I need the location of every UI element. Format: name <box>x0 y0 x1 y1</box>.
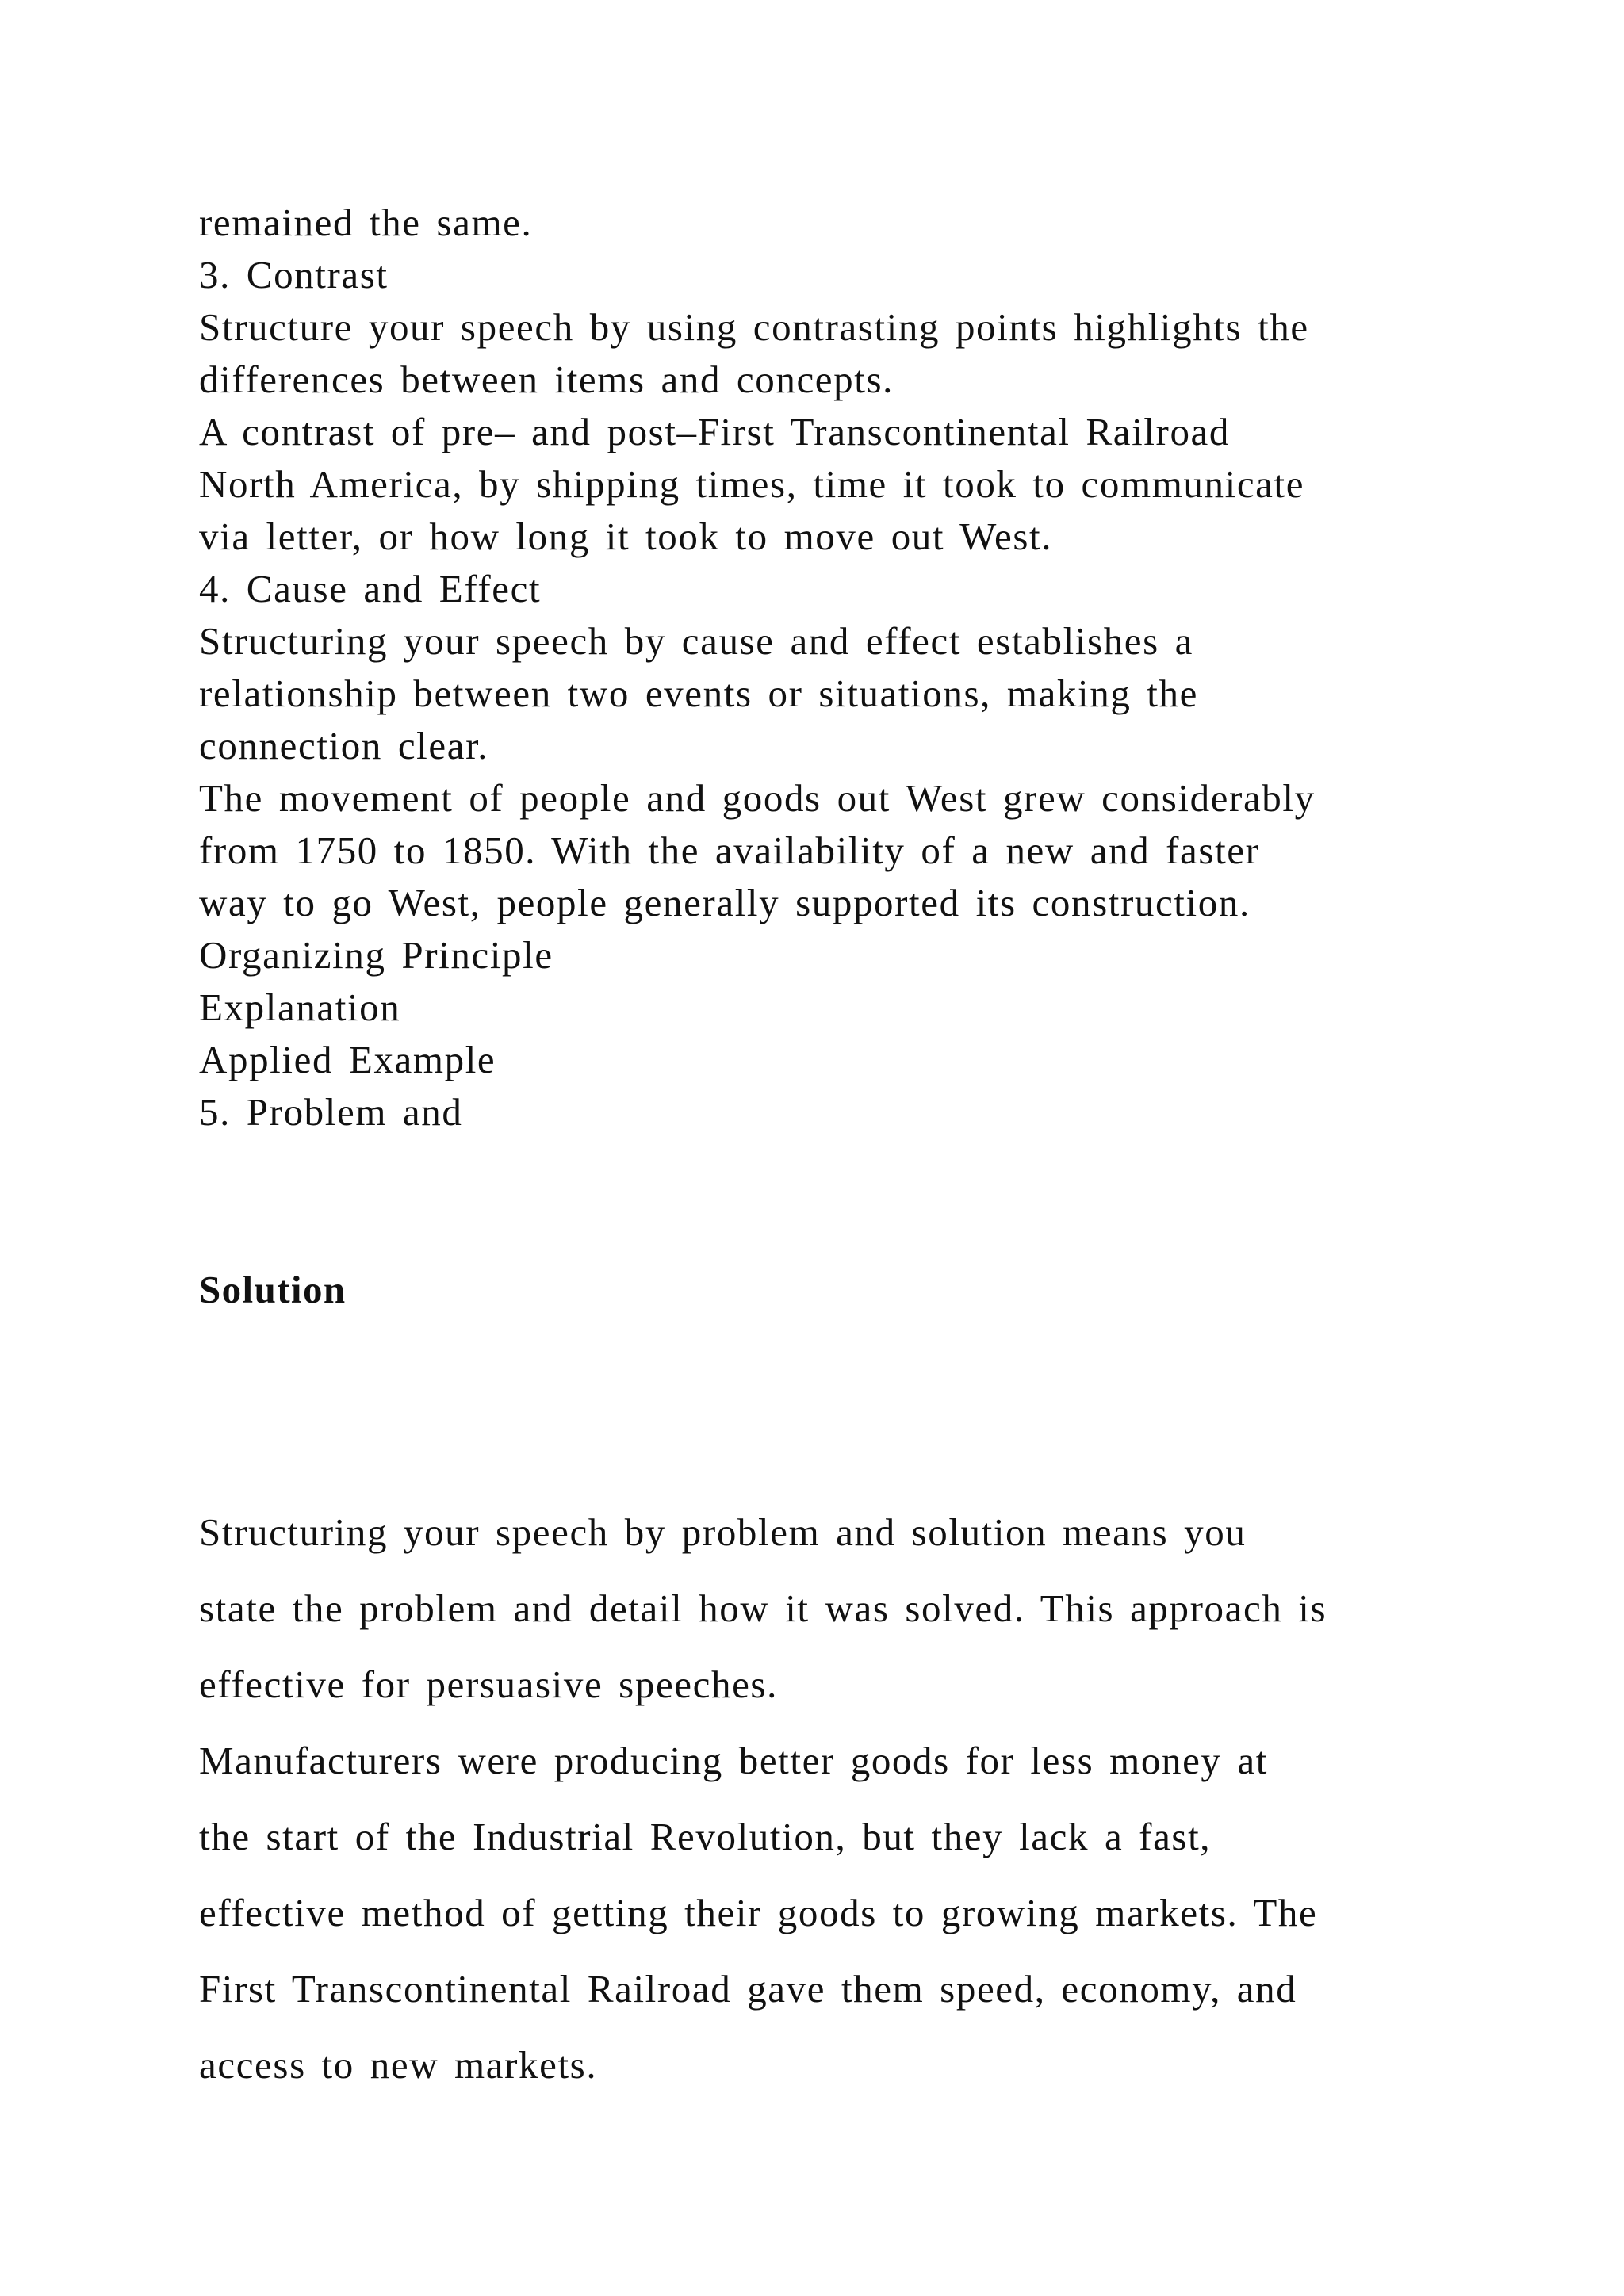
text-line: from 1750 to 1850. With the availability of a new and faster <box>199 828 1260 872</box>
text-line: North America, by shipping times, time it took to communicate <box>199 462 1305 506</box>
section-number-contrast: 3. Contrast <box>199 253 389 297</box>
table-label-organizing-principle: Organizing Principle <box>199 933 553 977</box>
text-line: the start of the Industrial Revolution, but they lack a fast, <box>199 1815 1212 1858</box>
table-label-explanation: Explanation <box>199 985 401 1029</box>
text-line: relationship between two events or situations, making the <box>199 672 1198 715</box>
text-line: The movement of people and goods out West grew considerably <box>199 776 1316 820</box>
text-line: Structure your speech by using contrasting points highlights the <box>199 305 1309 349</box>
table-label-applied-example: Applied Example <box>199 1038 496 1081</box>
text-line: via letter, or how long it took to move out West. <box>199 515 1053 558</box>
section-number-problem: 5. Problem and <box>199 1090 463 1134</box>
text-line: First Transcontinental Railroad gave them speed, economy, and <box>199 1967 1297 2011</box>
text-line: access to new markets. <box>199 2043 598 2087</box>
text-line: Structuring your speech by problem and solution means you <box>199 1510 1247 1554</box>
text-line: effective method of getting their goods to growing markets. The <box>199 1891 1318 1934</box>
text-line: differences between items and concepts. <box>199 358 894 401</box>
text-line: Manufacturers were producing better goods for less money at <box>199 1739 1268 1782</box>
text-line: connection clear. <box>199 724 489 767</box>
text-line: Structuring your speech by cause and effect establishes a <box>199 619 1194 663</box>
text-line: A contrast of pre– and post–First Transcontinental Railroad <box>199 410 1231 453</box>
text-line: remained the same. <box>199 201 533 244</box>
text-line: effective for persuasive speeches. <box>199 1663 778 1706</box>
section-number-cause-effect: 4. Cause and Effect <box>199 567 542 610</box>
text-line: way to go West, people generally supported its construction. <box>199 881 1251 924</box>
text-line: state the problem and detail how it was solved. This approach is <box>199 1586 1327 1630</box>
section-heading-solution: Solution <box>199 1268 347 1311</box>
